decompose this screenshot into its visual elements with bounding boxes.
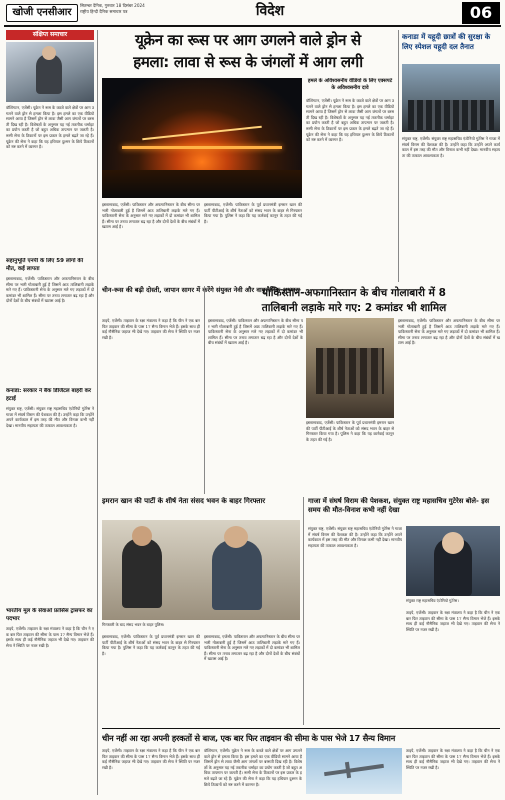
- gaza-caption: संयुक्त राष्ट्र महासचिव एंटोनियो गुटेरेस।: [406, 598, 459, 603]
- lead-body-col2: इस्लामाबाद, एजेंसी। पाकिस्तान के पूर्व प्रधानमंत्री इमरान खान की पार्टी पीटीआई के शीर्ष नेताओं को संसद भवन के बाहर से गिरफ्तार किया गया है। पुलिस ने कहा कि यह कार्रवाई कानून के तहत की गई है।: [204, 202, 302, 224]
- right-top-body: संयुक्त राष्ट्र, एजेंसी। संयुक्त राष्ट्र महासचिव एंटोनियो गुटेरेस ने गाजा में संघर्ष विराम की पेशकश की है। उन्होंने कहा कि उन्होंने अपने कार्यकाल में इस तरह की मौत और विनाश कभी नहीं देखा। मानवीय सहायता की तत्काल आवश्यकता है।: [402, 136, 500, 158]
- bottom-rule: [102, 728, 500, 729]
- pak-afghan-body-1: इस्लामाबाद, एजेंसी। पाकिस्तान और अफगानिस्तान के बीच सीमा पर भारी गोलाबारी हुई है जिसमें आठ तालिबानी लड़ाके मारे गए हैं। पाकिस्तानी सेना के अनुसार मारे गए लड़ाकों में दो कमांडर भी शामिल हैं। सीमा पर तनाव लगातार बढ़ रहा है और दोनों देशों के बीच संबंधों में खटास आई है।: [208, 318, 303, 346]
- bottom-headline: चीन नहीं आ रहा अपनी हरकतों से बाज, एक बार फिर ताइवान की सीमा के पास भेजे 17 सैन्य विमान: [102, 733, 396, 743]
- page-number: 06: [462, 2, 500, 24]
- lead-body-col1: इस्लामाबाद, एजेंसी। पाकिस्तान और अफगानिस्तान के बीच सीमा पर भारी गोलाबारी हुई है जिसमें आठ तालिबानी लड़ाके मारे गए हैं। पाकिस्तानी सेना के अनुसार मारे गए लड़ाकों में दो कमांडर भी शामिल हैं। सीमा पर तनाव लगातार बढ़ रहा है और दोनों देशों के बीच संबंधों में खटास आई है।: [102, 202, 200, 230]
- mid-rule: [204, 286, 205, 494]
- left-body-2: इस्लामाबाद, एजेंसी। पाकिस्तान और अफगानिस्तान के बीच सीमा पर भारी गोलाबारी हुई है जिसमें आठ तालिबानी लड़ाके मारे गए हैं। पाकिस्तानी सेना के अनुसार मारे गए लड़ाकों में दो कमांडर भी शामिल हैं। सीमा पर तनाव लगातार बढ़ रहा है और दोनों देशों के बीच संबंधों में खटास आई है।: [6, 276, 94, 304]
- dateline-date: सितम्बर दैनिक, गुरुवार 18 दिसंबर 2024: [80, 3, 145, 8]
- bottom-body-3: ताइपे, एजेंसी। ताइवान के रक्षा मंत्रालय ने कहा है कि चीन ने एक बार फिर ताइवान की सीमा के पास 17 सैन्य विमान भेजे हैं। इसके साथ ही कई नौसैनिक जहाज भी देखे गए। ताइवान की सेना ने स्थिति पर नजर रखी है।: [406, 748, 500, 770]
- lead-photo-fire: [102, 78, 302, 198]
- right-top-headline: कनाडा में यहूदी छात्रों की सुरक्षा के लिए स्पेशल यहूदी दल तैनात: [402, 33, 491, 51]
- imran-headline: इमरान खान की पार्टी के शीर्ष नेता संसद भवन के बाहर गिरफ्तार: [102, 497, 266, 505]
- pak-afghan-body-3: इस्लामाबाद, एजेंसी। पाकिस्तान और अफगानिस्तान के बीच सीमा पर भारी गोलाबारी हुई है जिसमें आठ तालिबानी लड़ाके मारे गए हैं। पाकिस्तानी सेना के अनुसार मारे गए लड़ाकों में दो कमांडर भी शामिल हैं। सीमा पर तनाव लगातार बढ़ रहा है और दोनों देशों के बीच संबंधों में खटास आई है।: [398, 318, 500, 346]
- pak-afghan-headline-line2: तालिबानी लड़ाके मारे गए: 2 कमांडर भी शामिल: [261, 302, 447, 314]
- section-title: विदेश: [255, 3, 285, 19]
- left-column-rule: [97, 30, 98, 795]
- gaza-photo: [406, 526, 500, 596]
- gaza-body-2: ताइपे, एजेंसी। ताइवान के रक्षा मंत्रालय ने कहा है कि चीन ने एक बार फिर ताइवान की सीमा के पास 17 सैन्य विमान भेजे हैं। इसके साथ ही कई नौसैनिक जहाज भी देखे गए। ताइवान की सेना ने स्थिति पर नजर रखी है।: [406, 610, 500, 632]
- bottom-body-2: वॉशिंगटन, एजेंसी। यूक्रेन ने रूस के कब्जे वाले क्षेत्रों पर आग उगलने वाले ड्रोन से हमला किया है। इस हमले का एक वीडियो सामने आया है जिसमें ड्रोन से लावा जैसी आग जंगलों पर बरसती दिख रही है। विशेषज्ञों के अनुसार यह नई तकनीक थर्माइट का प्रयोग करती है जो बहुत अधिक तापमान पर जलती है। रूसी सेना के ठिकानों पर इस प्रकार के हमले बढ़ते जा रहे हैं। यूक्रेन की सेना ने कहा कि यह हथियार दुश्मन के छिपे ठिकानों को नष्ट करने में कारगर है।: [204, 748, 302, 787]
- dateline-tagline: राष्ट्रीय हिन्दी दैनिक समाचार पत्र: [80, 9, 128, 14]
- china-russia-body: ताइपे, एजेंसी। ताइवान के रक्षा मंत्रालय ने कहा है कि चीन ने एक बार फिर ताइवान की सीमा के पास 17 सैन्य विमान भेजे हैं। इसके साथ ही कई नौसैनिक जहाज भी देखे गए। ताइवान की सेना ने स्थिति पर नजर रखी है।: [102, 318, 200, 340]
- masthead: खोजी एनसीआर: [6, 4, 78, 22]
- bottom-photo-jet: [306, 748, 402, 794]
- imran-gaza-rule: [303, 497, 304, 725]
- imran-photo: [102, 520, 300, 620]
- left-body-4: ताइपे, एजेंसी। ताइवान के रक्षा मंत्रालय ने कहा है कि चीन ने एक बार फिर ताइवान की सीमा के पास 17 सैन्य विमान भेजे हैं। इसके साथ ही कई नौसैनिक जहाज भी देखे गए। ताइवान की सेना ने स्थिति पर नजर रखी है।: [6, 626, 94, 648]
- left-column-label: संक्षिप्त समाचार: [6, 30, 94, 40]
- pak-afghan-photo: [306, 318, 394, 418]
- lead-deck: हमले के अविश्वसनीय वीडियो के लिए एक्सपर्ट के अविश्वसनीय दावे: [307, 78, 393, 91]
- lead-body-right: वॉशिंगटन, एजेंसी। यूक्रेन ने रूस के कब्जे वाले क्षेत्रों पर आग उगलने वाले ड्रोन से हमला किया है। इस हमले का एक वीडियो सामने आया है जिसमें ड्रोन से लावा जैसी आग जंगलों पर बरसती दिख रही है। विशेषज्ञों के अनुसार यह नई तकनीक थर्माइट का प्रयोग करती है जो बहुत अधिक तापमान पर जलती है। रूसी सेना के ठिकानों पर इस प्रकार के हमले बढ़ते जा रहे हैं। यूक्रेन की सेना ने कहा कि यह हथियार दुश्मन के छिपे ठिकानों को नष्ट करने में कारगर है।: [306, 98, 394, 143]
- bottom-body-1: ताइपे, एजेंसी। ताइवान के रक्षा मंत्रालय ने कहा है कि चीन ने एक बार फिर ताइवान की सीमा के पास 17 सैन्य विमान भेजे हैं। इसके साथ ही कई नौसैनिक जहाज भी देखे गए। ताइवान की सेना ने स्थिति पर नजर रखी है।: [102, 748, 200, 770]
- left-body-1: वॉशिंगटन, एजेंसी। यूक्रेन ने रूस के कब्जे वाले क्षेत्रों पर आग उगलने वाले ड्रोन से हमला किया है। इस हमले का एक वीडियो सामने आया है जिसमें ड्रोन से लावा जैसी आग जंगलों पर बरसती दिख रही है। विशेषज्ञों के अनुसार यह नई तकनीक थर्माइट का प्रयोग करती है जो बहुत अधिक तापमान पर जलती है। रूसी सेना के ठिकानों पर इस प्रकार के हमले बढ़ते जा रहे हैं। यूक्रेन की सेना ने कहा कि यह हथियार दुश्मन के छिपे ठिकानों को नष्ट करने में कारगर है।: [6, 105, 94, 150]
- pak-afghan-headline-line1: पाकिस्तान-अफगानिस्तान के बीच गोलाबारी में 8: [262, 287, 446, 299]
- left-headline-2: कनाडा: सरकार ने बैंक डिजिटल बाहरी कर हटाई: [6, 388, 92, 402]
- imran-body-2: इस्लामाबाद, एजेंसी। पाकिस्तान और अफगानिस्तान के बीच सीमा पर भारी गोलाबारी हुई है जिसमें आठ तालिबानी लड़ाके मारे गए हैं। पाकिस्तानी सेना के अनुसार मारे गए लड़ाकों में दो कमांडर भी शामिल हैं। सीमा पर तनाव लगातार बढ़ रहा है और दोनों देशों के बीच संबंधों में खटास आई है।: [204, 634, 300, 662]
- left-headline-1: सहानुभूति एनपी के लिए 59 लोगों की मौत, कई लापता: [6, 258, 84, 272]
- left-column-photo: [6, 42, 94, 102]
- imran-body-1: इस्लामाबाद, एजेंसी। पाकिस्तान के पूर्व प्रधानमंत्री इमरान खान की पार्टी पीटीआई के शीर्ष नेताओं को संसद भवन के बाहर से गिरफ्तार किया गया है। पुलिस ने कहा कि यह कार्रवाई कानून के तहत की गई है।: [102, 634, 200, 656]
- lead-headline-line2: हमला: लावा से रूस के जंगलों में आग लगी: [133, 53, 363, 71]
- imran-caption: गिरफ्तारी के बाद संसद भवन के बाहर पुलिस।: [102, 622, 165, 627]
- pak-afghan-body-2: इस्लामाबाद, एजेंसी। पाकिस्तान के पूर्व प्रधानमंत्री इमरान खान की पार्टी पीटीआई के शीर्ष नेताओं को संसद भवन के बाहर से गिरफ्तार किया गया है। पुलिस ने कहा कि यह कार्रवाई कानून के तहत की गई है।: [306, 420, 394, 442]
- dateline: [80, 3, 200, 15]
- china-russia-headline: चीन-रूस की बढ़ी दोस्ती, जापान सागर में करेंगे संयुक्त नेवी और वायुसैनिक अभ्यास: [102, 286, 300, 294]
- right-top-rule: [398, 30, 399, 282]
- left-body-3: संयुक्त राष्ट्र, एजेंसी। संयुक्त राष्ट्र महासचिव एंटोनियो गुटेरेस ने गाजा में संघर्ष विराम की पेशकश की है। उन्होंने कहा कि उन्होंने अपने कार्यकाल में इस तरह की मौत और विनाश कभी नहीं देखा। मानवीय सहायता की तत्काल आवश्यकता है।: [6, 406, 94, 428]
- gaza-body-1: संयुक्त राष्ट्र, एजेंसी। संयुक्त राष्ट्र महासचिव एंटोनियो गुटेरेस ने गाजा में संघर्ष विराम की पेशकश की है। उन्होंने कहा कि उन्होंने अपने कार्यकाल में इस तरह की मौत और विनाश कभी नहीं देखा। मानवीय सहायता की तत्काल आवश्यकता है।: [308, 526, 402, 548]
- right-top-photo: [402, 64, 500, 132]
- header-rule: [4, 25, 501, 27]
- lead-headline-line1: यूक्रेन का रूस पर आग उगलने वाले ड्रोन से: [135, 31, 361, 49]
- left-headline-3: भारतीय मूल के सेवाओं फ्रांसिस ट्रांसफर का पदभार: [6, 608, 93, 622]
- gaza-headline: गाजा में संघर्ष विराम की पेशकश, संयुक्त राष्ट्र महासचिव गुटेरेस बोले- इस समय की मौत-विनाश कभी नहीं देखा: [308, 497, 490, 514]
